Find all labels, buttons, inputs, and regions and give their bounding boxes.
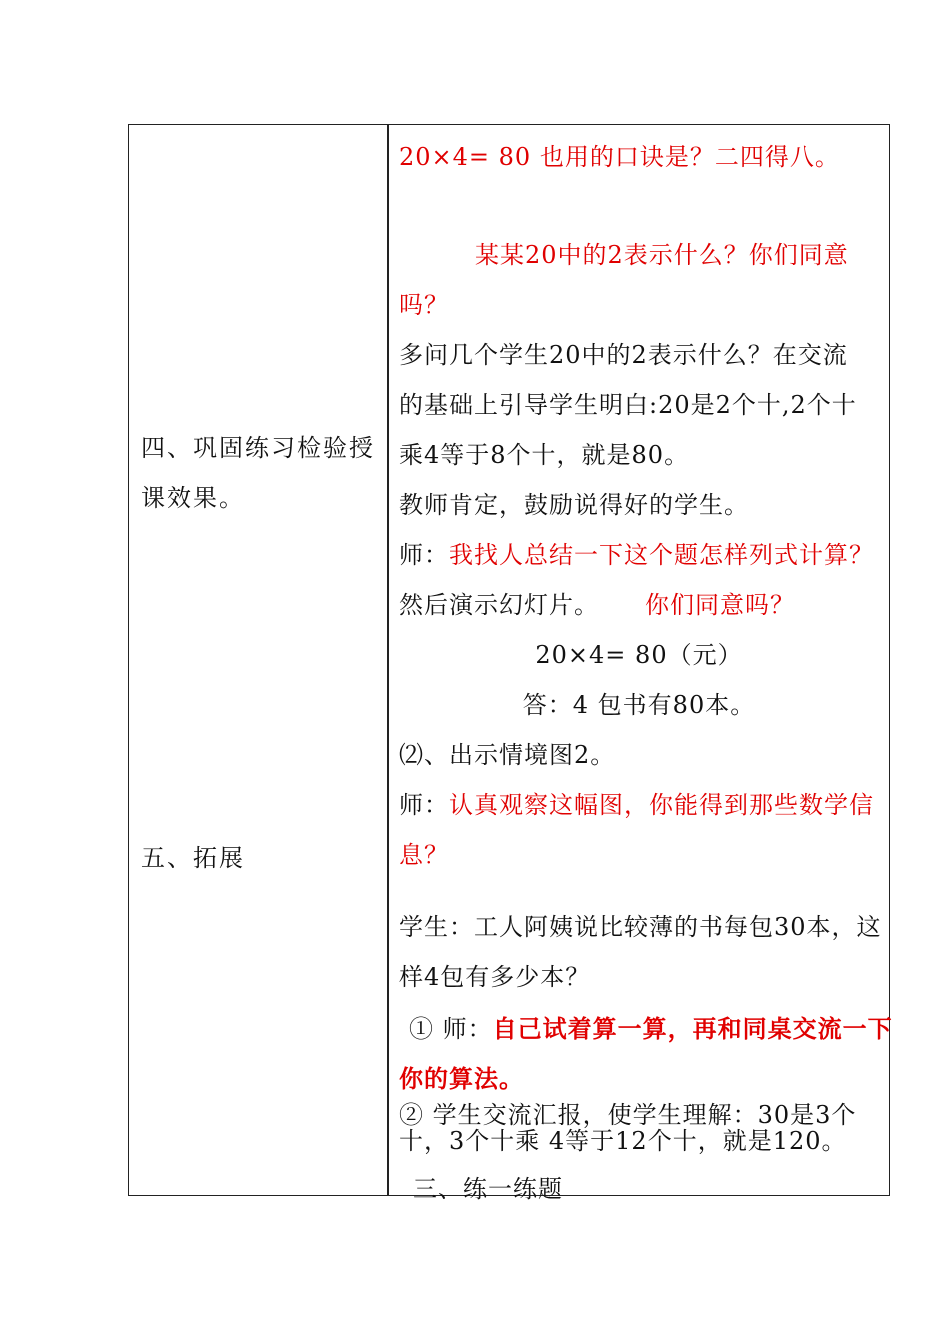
text-line-18: 你的算法。 — [399, 1064, 524, 1093]
agree-question: 你们同意吗？ — [645, 591, 795, 619]
teacher-instruction: 自己试着算一算，再和同桌交流一下 — [492, 1014, 893, 1043]
text-line-16: 样4包有多少本？ — [399, 963, 591, 991]
teacher-prefix-3: ① 师： — [409, 1015, 493, 1043]
teacher-prefix-2: 师： — [399, 791, 449, 819]
text-line-15: 学生：工人阿姨说比较薄的书每包30本，这 — [399, 913, 882, 941]
answer: 答：4 包书有80本。 — [522, 691, 756, 719]
text-line-20: 十，3个十乘 4等于12个十，就是120。 — [399, 1127, 847, 1155]
text-line-8 — [399, 535, 874, 570]
text-line-6: 乘4等于8个十，就是80。 — [399, 441, 690, 469]
column-divider — [387, 125, 389, 1195]
text-line-17 — [399, 1009, 893, 1044]
text-line-5: 的基础上引导学生明白:20是2个十,2个十 — [399, 391, 857, 419]
equation: 20×4= 80（元） — [535, 641, 743, 669]
text-line-1: 20×4= 80 也用的口诀是？二四得八。 — [399, 143, 840, 171]
section-4-line-1: 四、巩固练习检验授 — [141, 434, 375, 462]
text-line-19: ② 学生交流汇报，使学生理解：30是3个 — [399, 1101, 857, 1129]
text-line-7: 教师肯定，鼓励说得好的学生。 — [399, 491, 749, 519]
section-4-label — [141, 423, 381, 523]
teacher-prefix: 师： — [399, 541, 449, 569]
text-line-9 — [399, 585, 795, 620]
section-4-line-2: 课效果。 — [141, 484, 245, 512]
text-line-2: 某某20中的2表示什么？你们同意 — [475, 241, 849, 269]
text-line-13 — [399, 785, 874, 820]
teacher-observe: 认真观察这幅图，你能得到那些数学信 — [449, 791, 874, 819]
text-line-14: 息？ — [399, 841, 449, 869]
text-line-3: 吗？ — [399, 291, 449, 319]
teacher-question: 我找人总结一下这个题怎样列式计算？ — [449, 541, 874, 569]
text-line-4: 多问几个学生20中的2表示什么？在交流 — [399, 341, 848, 369]
lesson-table — [128, 124, 893, 1203]
text-line-21: 三、练一练题 — [413, 1175, 563, 1203]
text-line-12: ⑵、出示情境图2。 — [399, 741, 616, 769]
section-5-label: 五、拓展 — [141, 844, 245, 872]
slide-note: 然后演示幻灯片。 — [399, 591, 599, 619]
